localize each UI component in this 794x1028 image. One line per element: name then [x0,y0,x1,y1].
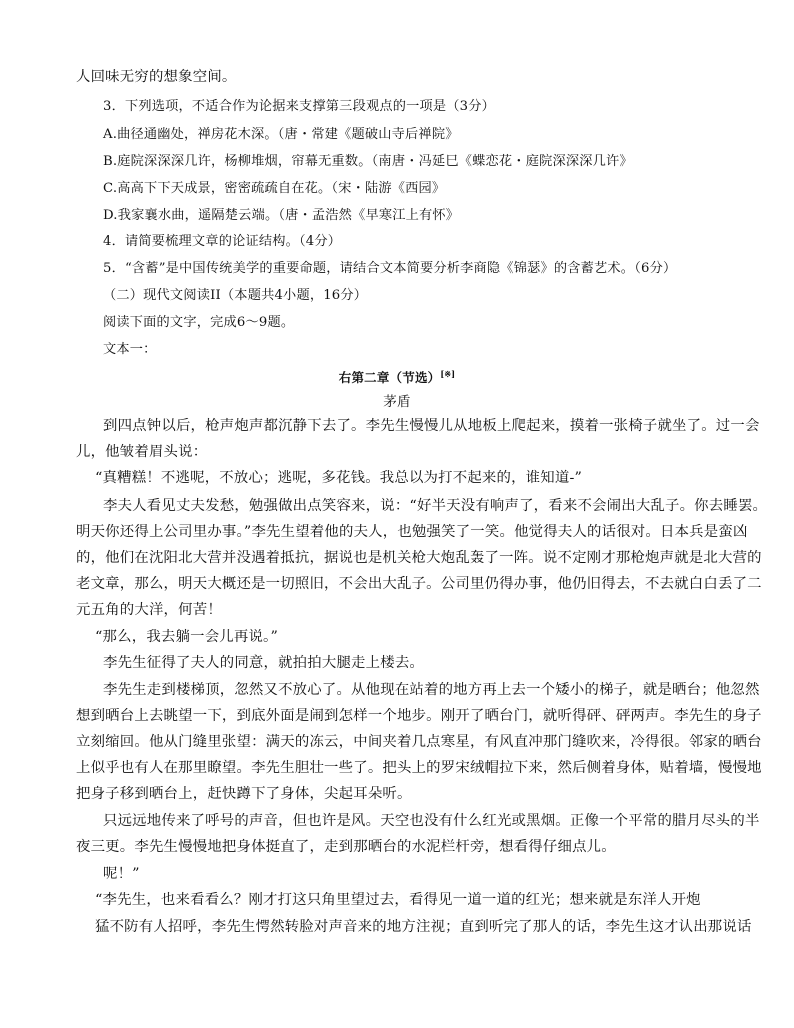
paragraph-line: 李先生走到楼梯顶，忽然又不放心了。从他现在站着的地方再上去一个矮小的梯子，就是晒台；他忽然 [103,682,760,698]
article-title-mark: [※] [440,369,456,379]
paragraph-line: 李先生征得了夫人的同意，就拍拍大腿走上楼去。 [103,655,424,671]
paragraph-line: 的，他们在沈阳北大营并没遇着抵抗，据说也是机关枪大炮乱轰了一阵。说不定刚才那枪炮声就是北大营的 [76,550,762,566]
paragraph-line: 儿，他皱着眉头说： [76,444,208,460]
paragraph-line: 老文章，那么，明天大概还是一切照旧，不会出大乱子。公司里仍得办事，他仍旧得去，不去就白白丢了二 [76,576,762,592]
option-c: C.高高下下天成景，密密疏疏自在花。（宋・陆游《西园》 [103,181,446,196]
paragraph-line: 把身子移到晒台上，赶快蹲下了身体，尖起耳朵听。 [76,786,412,802]
paragraph-line: 元五角的大洋，何苦！ [76,602,222,618]
paragraph-line: “那么，我去躺一会儿再说。” [95,629,279,645]
paragraph-line: 李夫人看见丈夫发愁，勉强做出点笑容来，说：“好半天没有响声了，看来不会闹出大乱子。你去睡罢。 [103,498,768,514]
instruction: 阅读下面的文字，完成6～9题。 [103,315,295,330]
paragraph-line: 立刻缩回。他从门缝里张望：满天的冻云，中间夹着几点寒星，有风直冲那门缝吹来，冷得很。邻家的晒台 [76,734,762,750]
question-3: 3．下列选项，不适合作为论据来支撑第三段观点的一项是（3分） [103,99,496,114]
paragraph-line: 猛不防有人招呼，李先生愕然转脸对声音来的地方注视；直到听完了那人的话，李先生这才认出那说话 [95,919,752,935]
paragraph-line: 呢！” [103,866,140,882]
paragraph-line: “真糟糕！不逃呢，不放心；逃呢，多花钱。我总以为打不起来的，谁知道-” [95,470,583,486]
paragraph-line: 明天你还得上公司里办事。”李先生望着他的夫人，也勉强笑了一笑。他觉得夫人的话很对。日本兵是蛮凶 [76,524,748,540]
paragraph-line: 想到晒台上去眺望一下，到底外面是闹到怎样一个地步。刚开了晒台门，就听得砰、砰两声。李先生的身子 [76,708,762,724]
article-title [0,364,794,388]
question-4: 4．请简要梳理文章的论证结构。（4分） [103,234,342,249]
text-one-label: 文本一： [103,342,157,357]
question-5: 5．“含蓄”是中国传统美学的重要命题，请结合文本简要分析李商隐《锦瑟》的含蓄艺术。（6分） [103,261,677,276]
paragraph-line: 只远远地传来了呼号的声音，但也许是风。天空也没有什么红光或黑烟。正像一个平常的腊月尽头的半 [103,813,760,829]
article-title-text: 右第二章（节选） [338,370,441,386]
paragraph-line: 夜三更。李先生慢慢地把身体挺直了，走到那晒台的水泥栏杆旁，想看得仔细点儿。 [76,839,616,855]
paragraph-line: “李先生，也来看看么？刚才打这只角里望过去，看得见一道一道的红光；想来就是东洋人开炮 [95,892,701,908]
option-a: A.曲径通幽处，禅房花木深。（唐・常建《题破山寺后禅院》 [103,127,459,142]
section-heading: （二）现代文阅读II（本题共4小题，16分） [103,288,368,303]
paragraph-line: 到四点钟以后，枪声炮声都沉静下去了。李先生慢慢儿从地板上爬起来，摸着一张椅子就坐了。过一会 [103,418,760,434]
text-line: 人回味无穷的想象空间。 [76,69,237,85]
paragraph-line: 上似乎也有人在那里瞭望。李先生胆壮一些了。把头上的罗宋绒帽拉下来，然后侧着身体，贴着墙，慢慢地 [76,760,762,776]
article-author: 茅盾 [383,394,411,410]
option-d: D.我家襄水曲，遥隔楚云端。（唐・孟浩然《早寒江上有怀》 [103,208,460,223]
option-b: B.庭院深深深几许，杨柳堆烟，帘幕无重数。（南唐・冯延巳《蝶恋花・庭院深深深几许》 [103,154,633,169]
